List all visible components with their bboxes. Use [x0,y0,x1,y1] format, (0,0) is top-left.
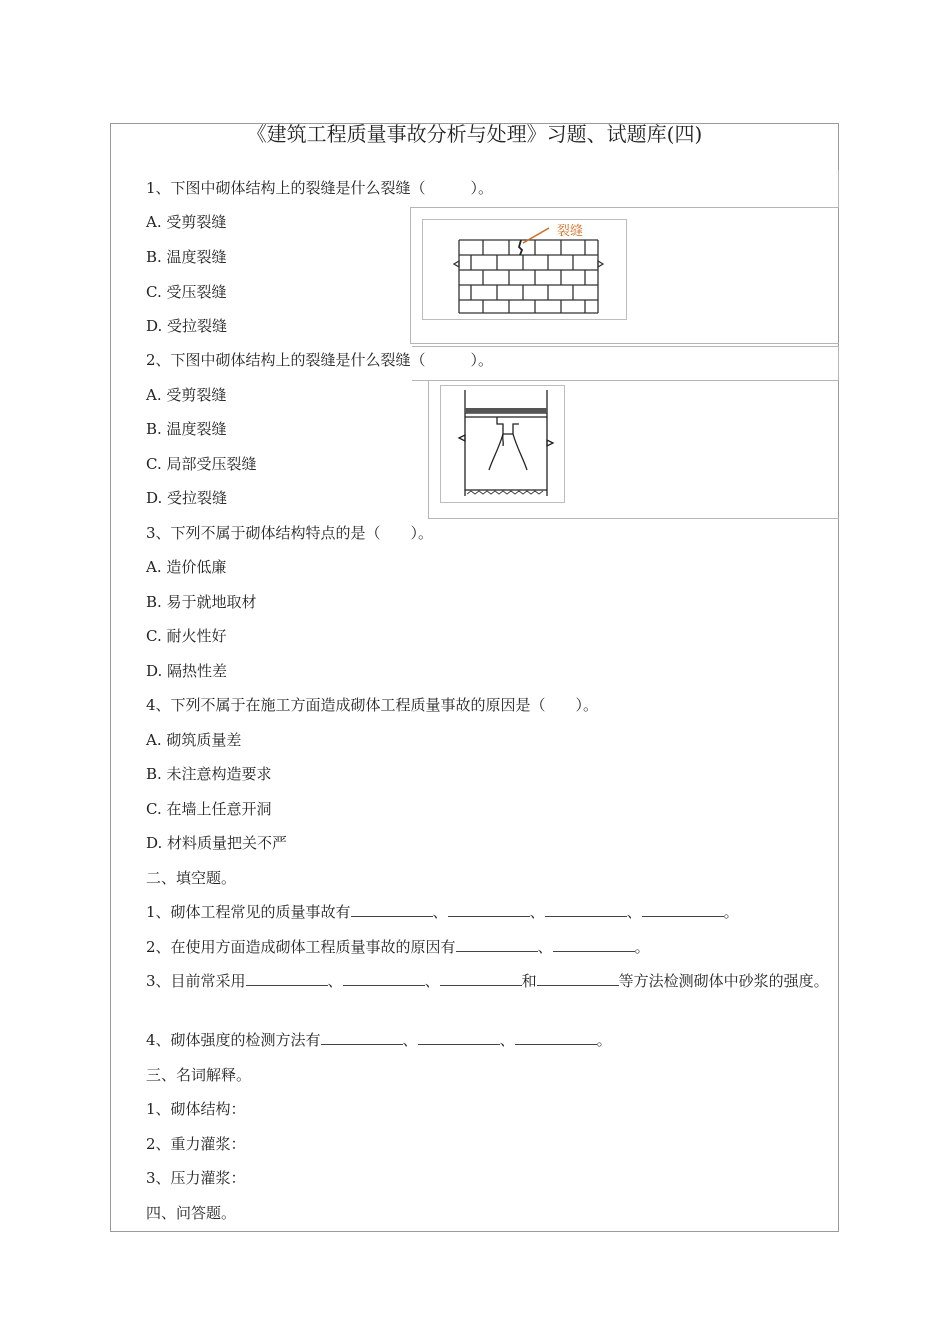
fill-1-prefix: 1、砌体工程常见的质量事故有 [146,903,351,921]
term-item-1: 1、砌体结构： [146,1100,246,1118]
fill-2-prefix: 2、在使用方面造成砌体工程质量事故的原因有 [146,938,456,956]
fill-question-1 [146,902,739,922]
q1-option-b: B. 温度裂缝 [146,248,227,266]
q2-option-a: A. 受剪裂缝 [146,386,227,404]
q2-local-compression-figure [440,385,565,503]
q3-stem: 3、下列不属于砌体结构特点的是（ ）。 [146,524,434,542]
q4-stem: 4、下列不属于在施工方面造成砌体工程质量事故的原因是（ ）。 [146,696,599,714]
answer-blank[interactable] [553,937,635,952]
fill-3-suffix: 等方法检测砌体中砂浆的强度。 [618,972,829,990]
answer-blank[interactable] [418,1030,500,1045]
separator: 、 [432,903,448,921]
answer-blank[interactable] [351,902,433,917]
q2-option-b: B. 温度裂缝 [146,420,227,438]
answer-blank[interactable] [246,971,328,986]
answer-blank[interactable] [537,971,619,986]
section3-heading: 三、名词解释。 [146,1066,252,1084]
q3-option-a: A. 造价低廉 [146,558,227,576]
fill-3-prefix: 3、目前常采用 [146,972,246,990]
q2-stem: 2、下图中砌体结构上的裂缝是什么裂缝（ ）。 [146,351,494,369]
q2-option-c: C. 局部受压裂缝 [146,455,257,473]
answer-blank[interactable] [448,902,530,917]
answer-blank[interactable] [321,1030,403,1045]
q3-option-b: B. 易于就地取材 [146,593,257,611]
q1-option-a: A. 受剪裂缝 [146,213,227,231]
q4-option-d: D. 材料质量把关不严 [146,834,288,852]
q3-option-d: D. 隔热性差 [146,662,228,680]
document-title: 《建筑工程质量事故分析与处理》习题、试题库(四) [246,122,703,146]
fill-question-2 [146,937,650,957]
crack-label: 裂缝 [557,224,584,239]
term-item-3: 3、压力灌浆： [146,1169,246,1187]
section4-heading: 四、问答题。 [146,1204,237,1222]
period: 。 [634,938,650,956]
q3-option-c: C. 耐火性好 [146,627,227,645]
answer-blank[interactable] [440,971,522,986]
q4-option-c: C. 在墙上任意开洞 [146,800,272,818]
separator: 、 [327,972,343,990]
answer-blank[interactable] [456,937,538,952]
term-item-2: 2、重力灌浆： [146,1135,246,1153]
q4-option-b: B. 未注意构造要求 [146,765,272,783]
fill-question-3 [112,970,838,992]
answer-blank[interactable] [545,902,627,917]
answer-blank[interactable] [642,902,724,917]
separator: 、 [402,1031,418,1049]
separator: 、 [626,903,642,921]
q4-option-a: A. 砌筑质量差 [146,731,242,749]
q1-stem: 1、下图中砌体结构上的裂缝是什么裂缝（ ）。 [146,179,494,197]
section2-heading: 二、填空题。 [146,869,237,887]
q1-option-d: D. 受拉裂缝 [146,317,228,335]
q2-option-d: D. 受拉裂缝 [146,489,228,507]
fill-4-prefix: 4、砌体强度的检测方法有 [146,1031,321,1049]
separator: 、 [537,938,553,956]
answer-blank[interactable] [343,971,425,986]
separator: 、 [424,972,440,990]
period: 。 [723,903,739,921]
fill-question-4 [146,1030,612,1050]
and-word: 和 [521,972,537,990]
separator: 、 [499,1031,515,1049]
separator: 、 [529,903,545,921]
answer-blank[interactable] [515,1030,597,1045]
q1-brick-wall-figure [422,219,627,320]
period: 。 [596,1031,612,1049]
q1-option-c: C. 受压裂缝 [146,283,227,301]
